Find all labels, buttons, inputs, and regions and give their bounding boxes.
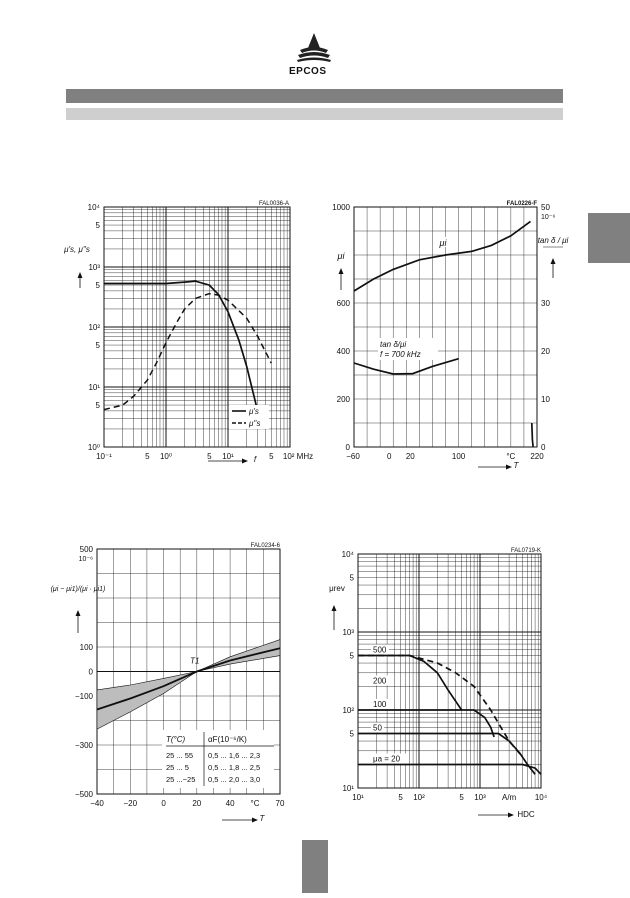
c3-y-tick: −500	[74, 790, 93, 799]
c3-y-tick: 500	[79, 545, 93, 554]
c1-y-tick: 5	[95, 221, 100, 231]
c4-x-tick: 10³	[474, 793, 486, 802]
c4-ann-label: 100	[373, 700, 387, 709]
c1-x-tick: 10² MHz	[282, 452, 314, 461]
c3-x-tick: −20	[123, 799, 138, 808]
c2-x-tick: °C	[506, 452, 516, 461]
c2-x-label: T	[513, 461, 519, 470]
c4-ann-label: μa = 20	[373, 754, 401, 764]
c1-y-arrow-head	[78, 272, 83, 278]
c4-x-label: HDC	[517, 810, 535, 819]
c1-y-tick: 5	[95, 401, 100, 411]
c1-y-tick: 10⁴	[87, 203, 100, 212]
c2-yright-arrow-head	[551, 258, 556, 264]
c2-yright-tick: 30	[541, 299, 550, 308]
c4-x-tick: A/m	[501, 793, 517, 802]
c3-y-arrow-head	[76, 610, 81, 616]
c2-yleft-arrow-head	[339, 268, 344, 274]
c2-ann-mu-i: μi	[439, 238, 447, 248]
c2-yright-tick: 0	[541, 443, 546, 452]
c4-ann-label: 200	[373, 676, 387, 686]
c4-y-tick: 10³	[342, 628, 354, 637]
page-number-tab	[302, 840, 328, 893]
c4-y-tick: 5	[349, 729, 354, 739]
c3-x-label: T	[259, 814, 265, 823]
c1-x-tick: 10⁰	[159, 452, 173, 461]
c3-x-arrow-head	[252, 818, 258, 823]
c4-x-tick: 10⁴	[534, 793, 548, 802]
c1-y-tick: 5	[95, 281, 100, 291]
c4-y-tick: 10¹	[342, 784, 354, 793]
c3-tolerance-band	[97, 640, 280, 730]
c1-series-mu-s-prime	[104, 281, 258, 411]
c3-y-tick: 0	[88, 667, 93, 677]
c2-series-mu-i	[354, 221, 531, 291]
c1-chart-id: FAL0036-A	[258, 201, 289, 207]
c3-table-header: T(°C)	[166, 735, 186, 744]
c2-x-tick: 100	[451, 452, 466, 461]
c2-series-drop	[532, 423, 533, 447]
c1-x-tick: 5	[269, 452, 274, 461]
c3-table-cell: 0,5 ... 1,6 ... 2,3	[208, 751, 261, 760]
c1-y-label: μ's, μ''s	[64, 245, 90, 254]
c3-table-cell: 25 ... 5	[166, 763, 189, 772]
c2-ann-tan-delta: tan δ/μi	[380, 340, 407, 349]
c4-y-label: μrev	[329, 584, 345, 593]
subheader-bar	[66, 108, 563, 120]
c2-x-tick: 220	[530, 452, 544, 461]
brand-name: EPCOS	[289, 66, 327, 77]
c3-x-tick: 40	[225, 799, 235, 808]
c3-y-tick: 100	[79, 643, 93, 652]
c1-x-tick: 10⁻¹	[96, 452, 112, 461]
c1-y-tick: 10¹	[88, 383, 100, 392]
c2-yleft-label: μi	[337, 251, 345, 261]
c2-yleft-tick: 0	[345, 443, 350, 452]
c4-x-tick: 10²	[413, 793, 425, 802]
c2-x-tick: −60	[346, 452, 360, 461]
c4-x-tick: 5	[398, 793, 403, 802]
c2-yleft-tick: 1000	[332, 203, 350, 212]
c4-series-4	[358, 765, 541, 775]
c1-series-mu-s-double-prime	[104, 294, 271, 410]
c4-ann-label: 500	[373, 645, 387, 655]
c2-yright-label: tan δ / μi	[537, 236, 569, 245]
c4-y-tick: 10⁴	[341, 550, 354, 559]
c2-yright-tick: 20	[541, 347, 550, 356]
c2-yleft-tick: 400	[336, 347, 350, 356]
c4-y-tick: 5	[349, 573, 354, 583]
c3-x-tick: °C	[250, 799, 260, 808]
c3-table-cell: 25 ...−25	[166, 775, 196, 784]
c2-chart-id: FAL0226-F	[506, 201, 537, 207]
c1-x-tick: 5	[145, 452, 150, 461]
c4-y-tick: 10²	[342, 706, 354, 715]
c1-legend-label-solid: μ's	[249, 407, 259, 416]
c3-y-tick: −100	[74, 692, 93, 701]
c4-x-arrow-head	[508, 813, 514, 818]
c3-y-tick: −300	[74, 741, 93, 750]
c2-yright-unit: 10⁻⁶	[541, 214, 556, 221]
c1-x-arrow-head	[242, 459, 248, 464]
c2-yleft-tick: 600	[336, 299, 350, 308]
c1-y-tick: 10³	[88, 263, 100, 272]
c1-y-tick: 10⁰	[87, 443, 100, 452]
c2-yright-tick: 50	[541, 203, 550, 212]
epcos-logo	[297, 33, 331, 62]
c1-y-tick: 10²	[88, 323, 100, 332]
c3-x-tick: −40	[90, 799, 104, 808]
c4-y-tick: 5	[349, 651, 354, 661]
c4-frame	[358, 554, 541, 788]
c4-chart-id: FAL0719-K	[510, 548, 541, 554]
c1-x-tick: 10¹	[222, 452, 234, 461]
c1-x-label: f	[253, 455, 257, 464]
c4-y-arrow-head	[332, 605, 337, 611]
c2-yleft-tick: 200	[336, 395, 350, 404]
c3-ann-T1: T1	[190, 656, 200, 666]
c2-x-arrow-head	[506, 465, 512, 470]
c3-y-unit: 10⁻⁶	[78, 556, 93, 563]
c3-y-label: (μi − μi1)/(μi · μi1)	[50, 586, 106, 593]
c3-x-tick: 70	[275, 799, 285, 808]
c3-table-cell: 0,5 ... 1,8 ... 2,5	[208, 763, 261, 772]
header-bar	[66, 89, 563, 103]
c3-table-header: αF(10⁻⁶/K)	[208, 735, 247, 744]
c3-x-tick: 20	[192, 799, 202, 808]
c3-table-cell: 0,5 ... 2,0 ... 3,0	[208, 775, 261, 784]
c1-x-tick: 5	[207, 452, 212, 461]
c2-x-tick: 0	[386, 452, 392, 461]
c4-x-tick: 5	[459, 793, 464, 802]
c2-x-tick: 20	[405, 452, 415, 461]
c4-x-tick: 10¹	[352, 793, 364, 802]
c2-yright-tick: 10	[541, 395, 550, 404]
c4-ann-label: 50	[373, 723, 382, 733]
c3-x-tick: 0	[161, 799, 166, 808]
charts-layer	[51, 201, 569, 823]
c1-legend-label-dashed: μ''s	[249, 419, 261, 428]
c3-chart-id: FAL0234-6	[250, 543, 280, 549]
c1-y-tick: 5	[95, 341, 100, 351]
c3-table-cell: 25 ... 55	[166, 751, 194, 760]
c2-ann-freq: f = 700 kHz	[380, 350, 421, 359]
side-tab	[588, 213, 630, 263]
